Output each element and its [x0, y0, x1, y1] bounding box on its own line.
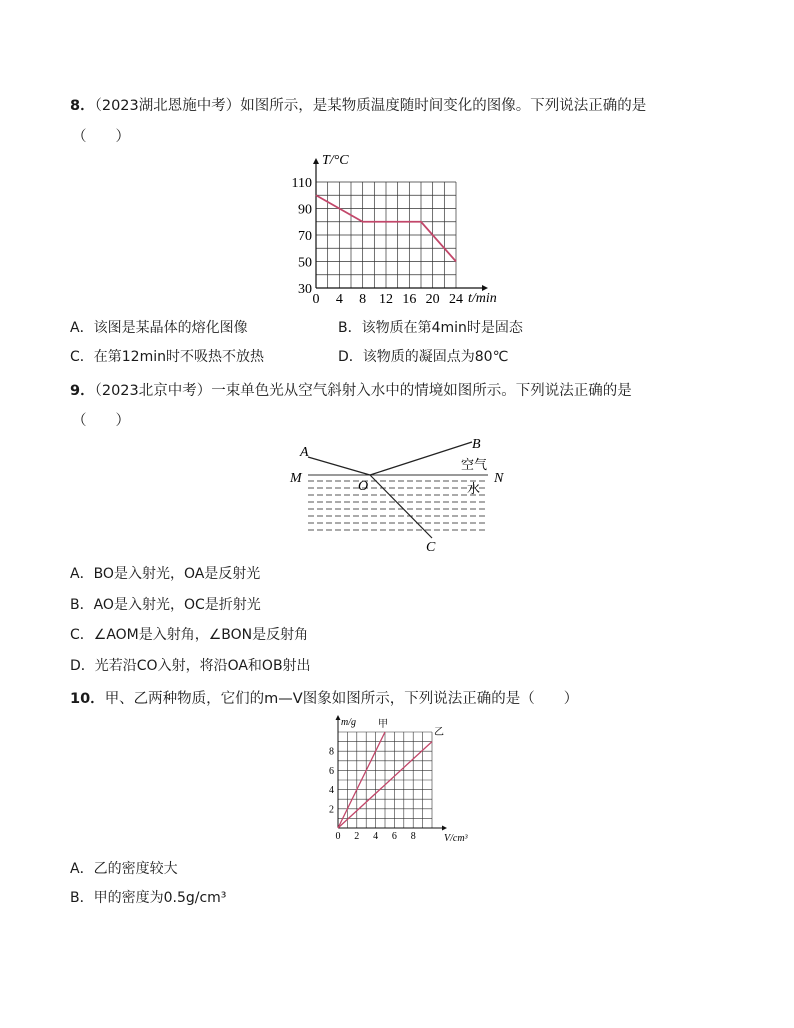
q9-number: 9．	[70, 383, 95, 399]
series-yi-label: 乙	[434, 727, 444, 738]
label-C: C	[426, 540, 436, 554]
ray-OB	[370, 442, 472, 475]
q8-chart-ylabel: T/°C	[322, 153, 349, 168]
q10-chart-axes	[336, 715, 448, 831]
x-tick-label: 16	[402, 292, 417, 307]
x-tick-label: 4	[373, 831, 379, 842]
q8-chart-xlabel: t/min	[468, 291, 497, 306]
q9-stem	[70, 379, 632, 400]
x-tick-label: 20	[425, 292, 440, 307]
y-axis-arrow	[313, 158, 319, 164]
q9-refraction-diagram	[286, 434, 516, 554]
x-tick-label: 12	[379, 292, 393, 307]
q8-temperature-time-chart	[282, 152, 522, 307]
q9-option-a: A．BO是入射光，OA是反射光	[70, 566, 261, 582]
ray-AO	[308, 457, 370, 475]
q10-chart-ylabel: m/g	[341, 717, 356, 728]
q8-blank: （ ）	[72, 129, 130, 145]
q10-mass-volume-chart	[316, 714, 486, 850]
x-tick-label: 0	[312, 292, 320, 307]
x-tick-label: 4	[335, 292, 343, 307]
q8-number: 8．	[70, 98, 95, 114]
x-tick-label: 24	[449, 292, 463, 307]
series-jia-label: 甲	[378, 719, 388, 730]
q8-option-b: B．该物质在第4min时是固态	[338, 320, 523, 336]
y-tick-label: 30	[298, 282, 312, 297]
x-tick-label: 2	[354, 831, 360, 842]
q8-option-c: C．在第12min时不吸热不放热	[70, 349, 264, 365]
x-axis-arrow	[442, 826, 447, 831]
q9-option-d: D．光若沿CO入射，将沿OA和OB射出	[70, 658, 311, 674]
label-N: N	[494, 471, 504, 486]
q8-option-d: D．该物质的凝固点为80℃	[338, 349, 509, 365]
q10-chart-grid	[338, 732, 432, 828]
y-tick-label: 6	[329, 765, 334, 777]
x-tick-label: 8	[359, 292, 367, 307]
q9-stem-text: （2023北京中考）一束单色光从空气斜射入水中的情境如图所示。下列说法正确的是	[94, 383, 632, 399]
x-tick-label: 8	[410, 831, 416, 842]
y-tick-label: 2	[329, 804, 334, 816]
q9-option-c: C．∠AOM是入射角，∠BON是反射角	[70, 627, 309, 643]
q9-blank: （ ）	[72, 413, 130, 429]
label-M: M	[290, 471, 302, 486]
label-B: B	[472, 437, 481, 452]
y-tick-label: 8	[329, 746, 334, 758]
q8-stem-text: （2023湖北恩施中考）如图所示，是某物质温度随时间变化的图像。下列说法正确的是	[94, 98, 647, 114]
q10-stem	[70, 687, 578, 708]
q8-chart-grid	[316, 182, 456, 288]
q8-option-a: A．该图是某晶体的熔化图像	[70, 320, 248, 336]
q8-stem	[70, 94, 646, 115]
label-O: O	[358, 479, 369, 494]
label-air: 空气	[461, 458, 488, 473]
y-axis-arrow	[336, 715, 341, 720]
q9-option-b: B．AO是入射光，OC是折射光	[70, 597, 261, 613]
q10-option-b: B．甲的密度为0.5g/cm³	[70, 890, 227, 906]
y-tick-label: 110	[291, 176, 312, 191]
label-water: 水	[467, 482, 481, 497]
ray-OC	[370, 475, 432, 538]
label-A: A	[300, 445, 309, 460]
x-tick-label: 0	[335, 831, 341, 842]
y-tick-label: 90	[298, 202, 312, 218]
q10-stem-text: 甲、乙两种物质，它们的m—V图象如图所示，下列说法正确的是（ ）	[104, 691, 579, 707]
y-tick-label: 70	[298, 229, 312, 244]
y-tick-label: 4	[329, 785, 334, 797]
y-tick-label: 50	[298, 255, 312, 271]
q10-option-a: A．乙的密度较大	[70, 861, 178, 877]
q10-chart-xlabel: V/cm³	[444, 833, 468, 844]
water-dashes	[308, 481, 488, 530]
x-tick-label: 6	[391, 831, 397, 842]
q10-number: 10．	[70, 691, 105, 707]
